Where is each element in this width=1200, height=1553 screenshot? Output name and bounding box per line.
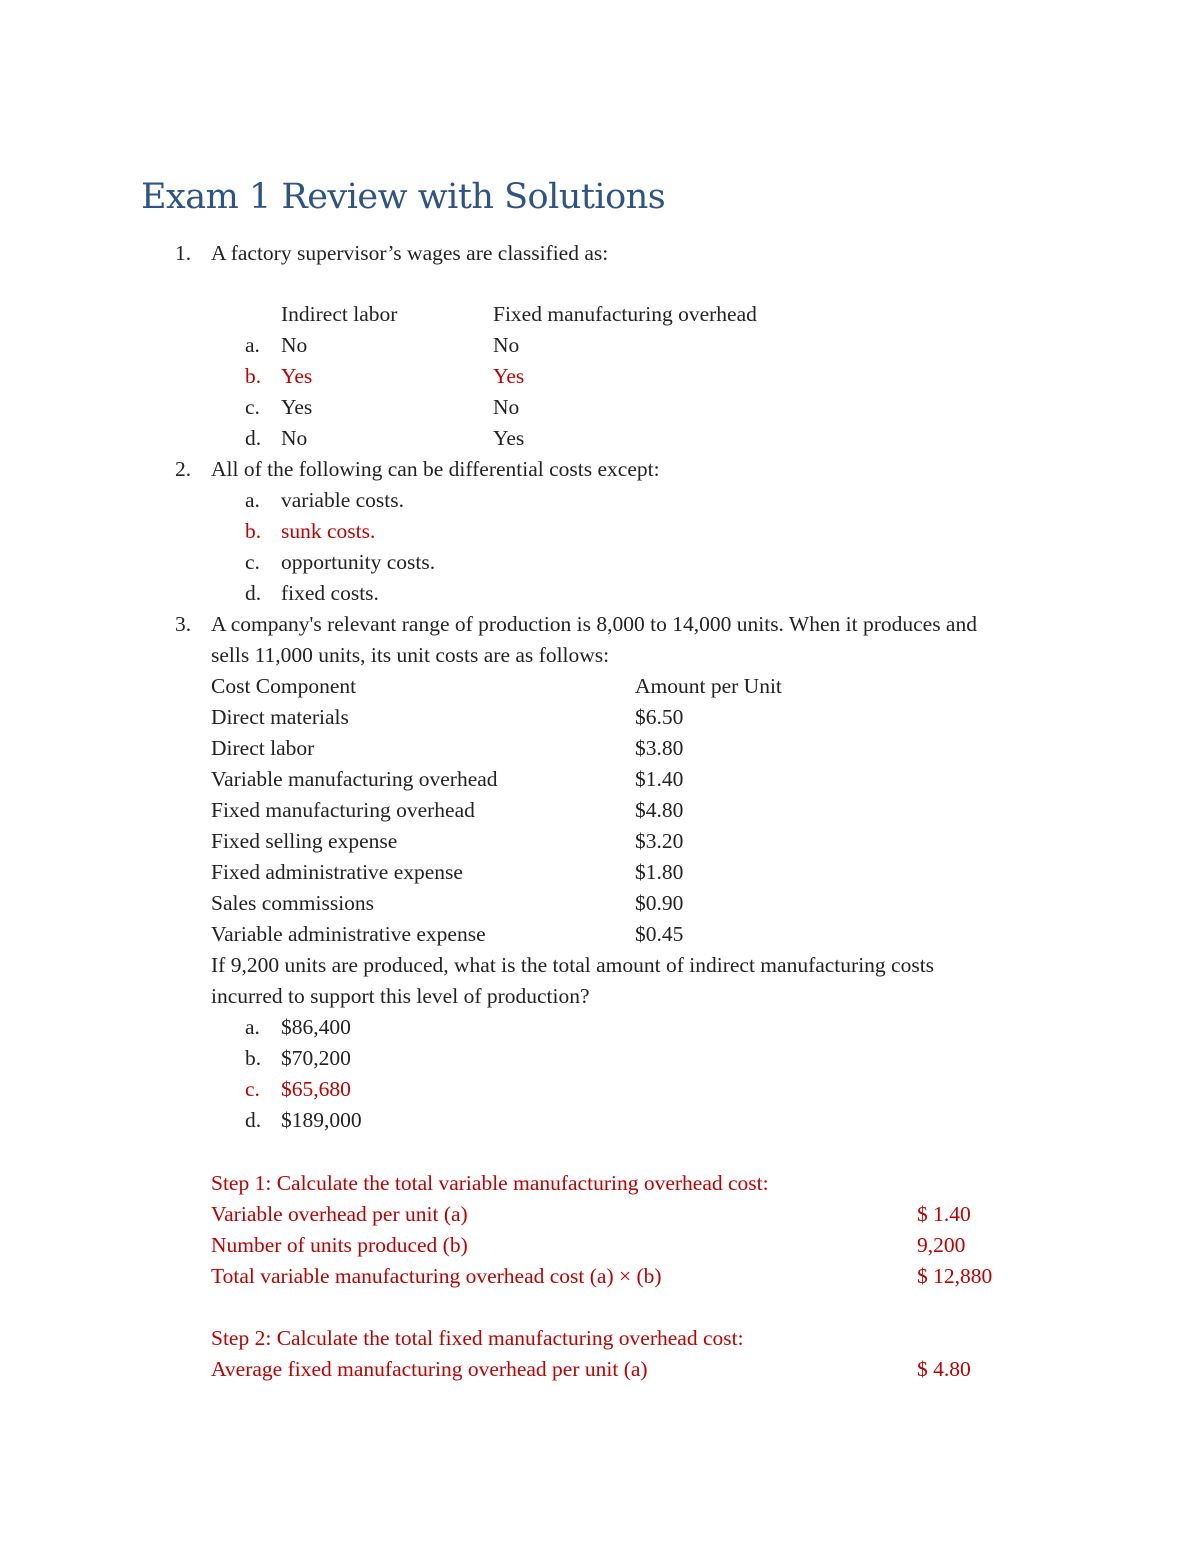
q3-row-amount: $0.90: [635, 891, 684, 915]
q3-row-amount: $3.80: [635, 736, 684, 760]
q3-row-amount: $4.80: [635, 798, 684, 822]
q3-row-amount: $6.50: [635, 705, 684, 729]
step2-heading: Step 2: Calculate the total fixed manufacturing overhead cost:: [211, 1326, 744, 1350]
q3-option-d-letter: d.: [245, 1108, 262, 1132]
q1-option-b-col1: Yes: [281, 364, 313, 388]
step1-row-value: $ 1.40: [917, 1202, 971, 1226]
q2-option-a-text: variable costs.: [281, 488, 404, 512]
q1-header-indirect-labor: Indirect labor: [281, 302, 398, 326]
q2-option-a-letter: a.: [245, 488, 260, 512]
q1-text: A factory supervisor’s wages are classified as:: [211, 241, 609, 265]
q3-question-line1: If 9,200 units are produced, what is the total amount of indirect manufacturing costs: [211, 953, 935, 977]
q3-row-label: Sales commissions: [211, 891, 375, 915]
q3-text-line2: sells 11,000 units, its unit costs are as follows:: [211, 643, 610, 667]
q3-option-d-text: $189,000: [281, 1108, 362, 1132]
step1-heading: Step 1: Calculate the total variable manufacturing overhead cost:: [211, 1171, 769, 1195]
q1-number: 1.: [175, 241, 192, 265]
q1-option-a-col1: No: [281, 333, 308, 357]
q1-option-d-col1: No: [281, 426, 308, 450]
step1-row-label: Variable overhead per unit (a): [211, 1202, 468, 1226]
q3-option-a-text: $86,400: [281, 1015, 351, 1039]
q3-number: 3.: [175, 612, 192, 636]
q2-text: All of the following can be differential costs except:: [211, 457, 660, 481]
q3-row-amount: $1.40: [635, 767, 684, 791]
q1-option-c-col1: Yes: [281, 395, 313, 419]
step2-row-value: $ 4.80: [917, 1357, 971, 1381]
q2-option-b-letter: b.: [245, 519, 262, 543]
q3-row-label: Direct materials: [211, 705, 349, 729]
q3-option-b-text: $70,200: [281, 1046, 351, 1070]
q3-text-line1: A company's relevant range of production is 8,000 to 14,000 units. When it produces and: [211, 612, 977, 636]
q1-option-d-letter: d.: [245, 426, 262, 450]
q1-option-d-col2: Yes: [493, 426, 525, 450]
q1-option-a-col2: No: [493, 333, 520, 357]
step1-row-label: Total variable manufacturing overhead cost (a) × (b): [211, 1264, 662, 1288]
q3-row-label: Fixed manufacturing overhead: [211, 798, 475, 822]
q3-question-line2: incurred to support this level of production?: [211, 984, 590, 1008]
q3-row-label: Direct labor: [211, 736, 315, 760]
q1-option-b-letter: b.: [245, 364, 262, 388]
q1-option-c-col2: No: [493, 395, 520, 419]
q2-option-c-text: opportunity costs.: [281, 550, 436, 574]
q3-option-c-letter: c.: [245, 1077, 260, 1101]
q2-option-d-text: fixed costs.: [281, 581, 379, 605]
q2-number: 2.: [175, 457, 192, 481]
q3-header-cost-component: Cost Component: [211, 674, 357, 698]
q1-option-b-col2: Yes: [493, 364, 525, 388]
q3-header-amount-per-unit: Amount per Unit: [635, 674, 782, 698]
step1-row-value: $ 12,880: [917, 1264, 993, 1288]
step2-row-label: Average fixed manufacturing overhead per unit (a): [211, 1357, 648, 1381]
q3-row-amount: $1.80: [635, 860, 684, 884]
q2-option-c-letter: c.: [245, 550, 260, 574]
q3-option-a-letter: a.: [245, 1015, 260, 1039]
step1-row-label: Number of units produced (b): [211, 1233, 468, 1257]
q3-row-label: Fixed selling expense: [211, 829, 398, 853]
q1-header-fixed-overhead: Fixed manufacturing overhead: [493, 302, 757, 326]
q3-row-label: Variable manufacturing overhead: [211, 767, 498, 791]
q3-option-c-text: $65,680: [281, 1077, 351, 1101]
q2-option-b-text: sunk costs.: [281, 519, 376, 543]
q3-row-label: Fixed administrative expense: [211, 860, 463, 884]
q3-row-amount: $3.20: [635, 829, 684, 853]
page-title: Exam 1 Review with Solutions: [141, 177, 666, 217]
step1-row-value: 9,200: [917, 1233, 966, 1257]
q3-row-amount: $0.45: [635, 922, 684, 946]
q3-option-b-letter: b.: [245, 1046, 262, 1070]
q1-option-c-letter: c.: [245, 395, 260, 419]
q3-row-label: Variable administrative expense: [211, 922, 486, 946]
q1-option-a-letter: a.: [245, 333, 260, 357]
q2-option-d-letter: d.: [245, 581, 262, 605]
